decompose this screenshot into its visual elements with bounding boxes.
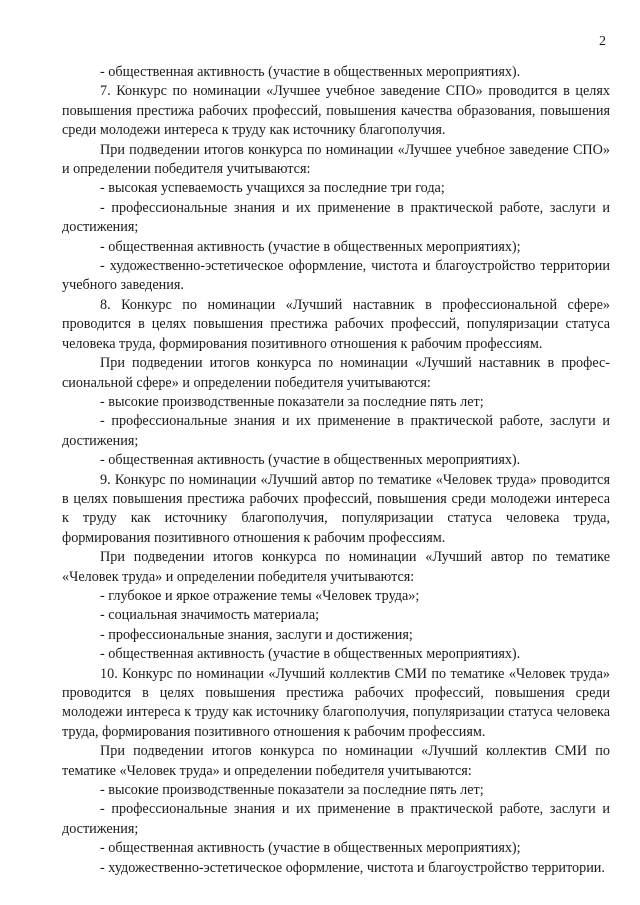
paragraph: - профессиональные знания, заслуги и достижения; <box>100 626 413 643</box>
paragraph: - общественная активность (участие в общественных мероприятиях). <box>100 452 521 469</box>
paragraph: При подведении итогов конкурса по номинации «Лучшее учебное заведение СПО» и определении победителя учитываются: <box>62 141 610 178</box>
paragraph: При подведении итогов конкурса по номинации «Лучший коллектив СМИ по тематике «Человек труда» и определении победителя учитываются: <box>62 743 610 779</box>
paragraph: 10. Конкурс по номинации «Лучший коллектив СМИ по тематике «Человек труда» проводится в целях повышения престижа рабочих профессий, повышения среди молодежи интереса к труду как источнику благополучия, популяризации статуса человека труда, формирования позитивного отношения к рабочим профессиям. <box>62 665 610 740</box>
paragraph: - общественная активность (участие в общественных мероприятиях). <box>100 646 521 663</box>
paragraph: - художественно-эстетическое оформление, чистота и благоустройство территории учебного заведения. <box>62 258 610 294</box>
paragraph: - общественная активность (участие в общественных мероприятиях); <box>100 238 521 255</box>
paragraph: - общественная активность (участие в общественных мероприятиях); <box>100 840 521 857</box>
paragraph: 7. Конкурс по номинации «Лучшее учебное заведение СПО» проводится в целях повышения престижа рабочих профессий, повышения качества образования, повышения среди молодежи интереса к труду как источнику благополучия. <box>62 83 610 139</box>
paragraph: - высокая успеваемость учащихся за последние три года; <box>100 180 445 197</box>
paragraph: При подведении итогов конкурса по номинации «Лучший наставник в профессиональной сфере» и определении победителя учитываются: <box>62 355 610 391</box>
document-body <box>62 63 610 878</box>
paragraph: - профессиональные знания и их применение в практической работе, заслуги и достижения; <box>62 801 610 837</box>
paragraph: 8. Конкурс по номинации «Лучший наставник в профессиональной сфере» проводится в целях повышения престижа рабочих профессий, популяризации статуса человека труда, формирования позитивного отношения к рабочим профессиям. <box>62 296 610 352</box>
paragraph: - общественная активность (участие в общественных мероприятиях). <box>100 64 521 80</box>
paragraph: - профессиональные знания и их применение в практической работе, заслуги и достижения; <box>62 199 610 236</box>
paragraph: - высокие производственные показатели за последние пять лет; <box>100 393 484 410</box>
paragraph: - социальная значимость материала; <box>100 607 320 624</box>
paragraph: - глубокое и яркое отражение темы «Человек труда»; <box>100 587 420 604</box>
paragraph: - высокие производственные показатели за последние пять лет; <box>100 782 484 799</box>
page-number: 2 <box>599 34 606 49</box>
paragraph: 9. Конкурс по номинации «Лучший автор по тематике «Человек труда» проводится в целях повышения престижа рабочих профессий, повышения среди молодежи интереса к труду как источнику благополучия, популяризации статуса человека труда, формирования позитивного отношения к рабочим профессиям. <box>62 471 610 546</box>
paragraph: При подведении итогов конкурса по номинации «Лучший автор по тематике «Человек труда» и определении победителя учитываются: <box>62 549 610 585</box>
paragraph: - профессиональные знания и их применение в практической работе, заслуги и достижения; <box>62 413 610 449</box>
paragraph: - художественно-эстетическое оформление, чистота и благоустройство территории. <box>100 859 605 876</box>
